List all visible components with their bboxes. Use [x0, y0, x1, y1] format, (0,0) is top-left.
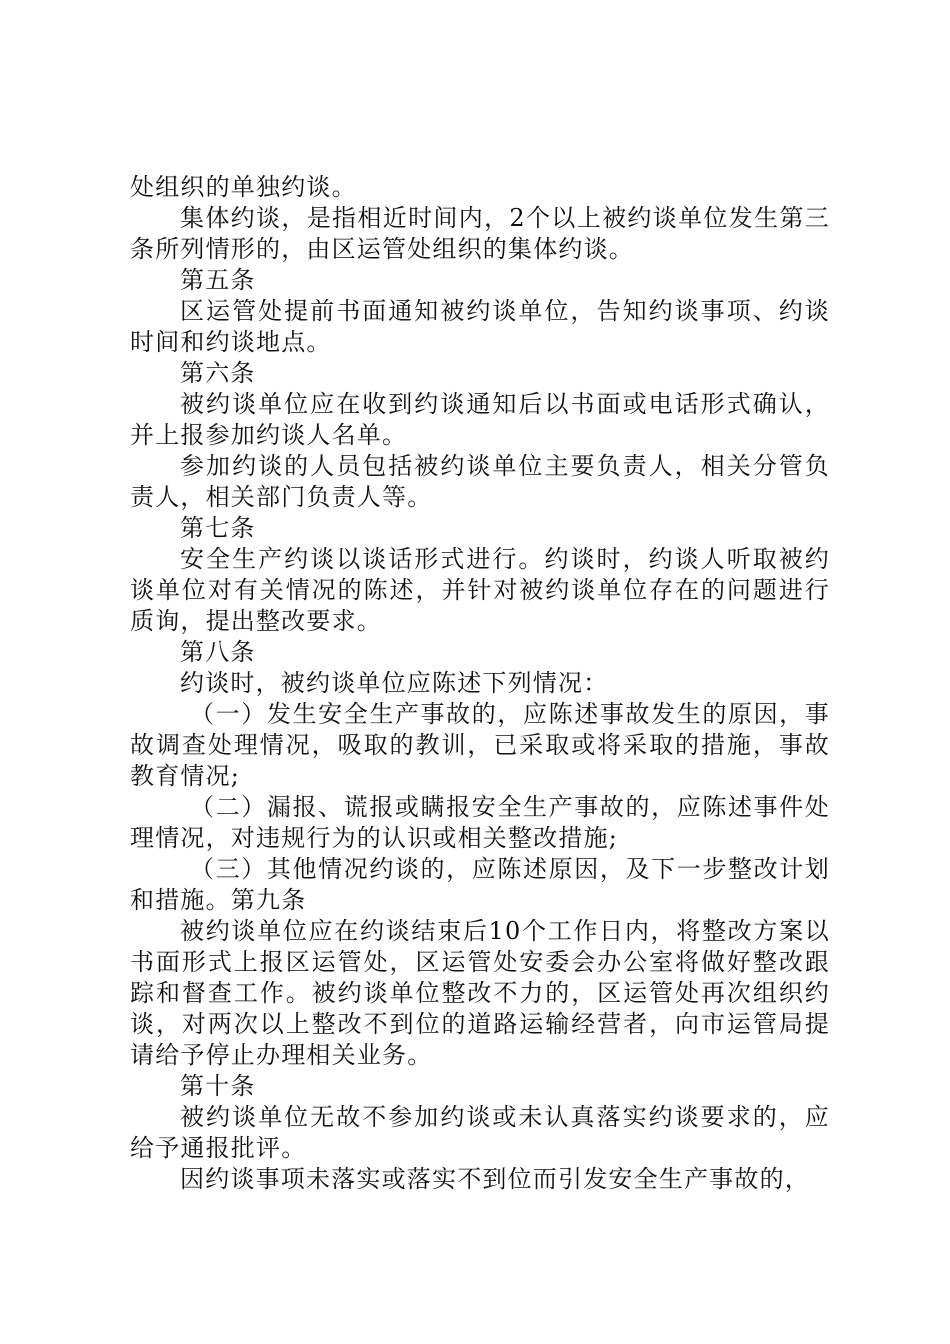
paragraph-continuation: 处组织的单独约谈。 [130, 173, 357, 201]
paragraph-collective-talk: 集体约谈，是指相近时间内，2个以上被约谈单位发生第三条所列情形的，由区运管处组织的集体约谈。 [130, 204, 830, 263]
document-body [130, 172, 830, 1195]
article-heading-5: 第五条 [180, 266, 256, 294]
article-heading-6: 第六条 [180, 359, 256, 387]
paragraph-article-6-a: 被约谈单位应在收到约谈通知后以书面或电话形式确认，并上报参加约谈人名单。 [130, 390, 830, 449]
paragraph-article-8-item-3: （三）其他情况约谈的，应陈述原因，及下一步整改计划和措施。第九条 [130, 855, 830, 914]
paragraph-article-6-b: 参加约谈的人员包括被约谈单位主要负责人，相关分管负责人，相关部门负责人等。 [130, 452, 830, 511]
paragraph-article-7: 安全生产约谈以谈话形式进行。约谈时，约谈人听取被约谈单位对有关情况的陈述，并针对被约谈单位存在的问题进行质询，提出整改要求。 [130, 545, 830, 635]
article-heading-8: 第八条 [180, 638, 256, 666]
article-heading-10: 第十条 [180, 1072, 256, 1100]
paragraph-article-10-b: 因约谈事项未落实或落实不到位而引发安全生产事故的， [180, 1165, 810, 1193]
paragraph-article-8-intro: 约谈时，被约谈单位应陈述下列情况： [180, 669, 609, 697]
paragraph-article-9: 被约谈单位应在约谈结束后10个工作日内，将整改方案以书面形式上报区运管处，区运管处安委会办公室将做好整改跟踪和督查工作。被约谈单位整改不力的，区运管处再次组织约谈，对两次以上整改不到位的道路运输经营者，向市运管局提请给予停止办理相关业务。 [130, 917, 830, 1069]
article-heading-7: 第七条 [180, 514, 256, 542]
paragraph-article-10-a: 被约谈单位无故不参加约谈或未认真落实约谈要求的，应给予通报批评。 [130, 1103, 830, 1162]
paragraph-article-8-item-1: （一）发生安全生产事故的，应陈述事故发生的原因，事故调查处理情况，吸取的教训，已采取或将采取的措施，事故教育情况; [130, 700, 830, 790]
paragraph-article-8-item-2: （二）漏报、谎报或瞒报安全生产事故的，应陈述事件处理情况，对违规行为的认识或相关整改措施; [130, 793, 830, 852]
paragraph-article-5: 区运管处提前书面通知被约谈单位，告知约谈事项、约谈时间和约谈地点。 [130, 297, 830, 356]
